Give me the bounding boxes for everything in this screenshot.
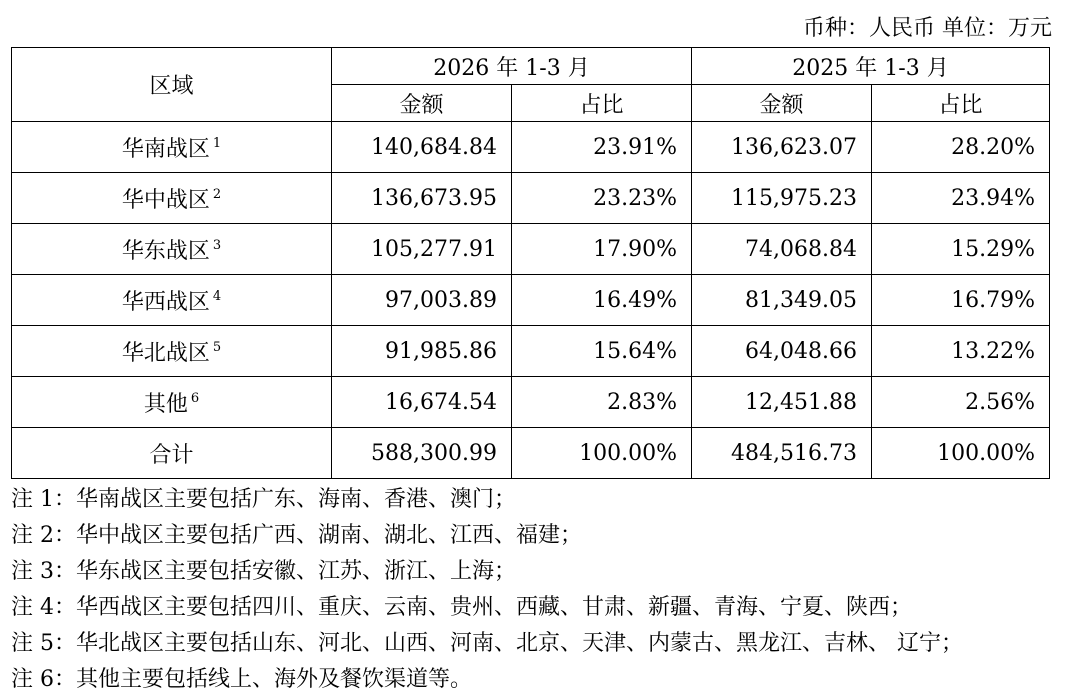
total-label: 合计 — [12, 428, 332, 479]
regional-revenue-table — [11, 47, 1050, 479]
amount-2025-cell: 81,349.05 — [692, 275, 872, 326]
amount-2025-cell: 12,451.88 — [692, 377, 872, 428]
region-name: 华北战区 — [121, 340, 210, 366]
ratio-2026-cell: 2.83% — [512, 377, 692, 428]
region-header: 区域 — [12, 48, 332, 122]
table-row — [12, 224, 1050, 275]
region-cell — [12, 377, 332, 428]
ratio-2025-cell: 23.94% — [872, 173, 1050, 224]
region-cell — [12, 122, 332, 173]
footnotes — [11, 483, 1071, 699]
ratio-2026-cell: 16.49% — [512, 275, 692, 326]
footnote: 注 6：其他主要包括线上、海外及餐饮渠道等。 — [11, 667, 472, 692]
amount-2025-cell: 64,048.66 — [692, 326, 872, 377]
footnote: 注 2：华中战区主要包括广西、湖南、湖北、江西、福建； — [11, 523, 582, 548]
note-marker: 2 — [212, 186, 222, 202]
amount-2026-cell: 91,985.86 — [332, 326, 512, 377]
footnote: 注 1：华南战区主要包括广东、海南、香港、澳门； — [11, 487, 516, 512]
region-cell — [12, 224, 332, 275]
footnote: 注 4：华西战区主要包括四川、重庆、云南、贵州、西藏、甘肃、新疆、青海、宁夏、陕西； — [11, 595, 912, 620]
currency-unit-label: 币种：人民币 单位：万元 — [803, 16, 1052, 41]
note-marker: 3 — [212, 237, 222, 253]
ratio-2025-header: 占比 — [872, 85, 1050, 122]
amount-2026-cell: 136,673.95 — [332, 173, 512, 224]
ratio-2025-cell: 2.56% — [872, 377, 1050, 428]
ratio-2025-cell: 16.79% — [872, 275, 1050, 326]
region-name: 华南战区 — [121, 136, 210, 162]
region-cell — [12, 326, 332, 377]
note-marker: 1 — [212, 135, 222, 151]
ratio-2026-cell: 23.91% — [512, 122, 692, 173]
amount-2026-cell: 105,277.91 — [332, 224, 512, 275]
note-marker: 4 — [212, 288, 222, 304]
total-ratio-2026: 100.00% — [512, 428, 692, 479]
ratio-2025-cell: 13.22% — [872, 326, 1050, 377]
region-cell — [12, 173, 332, 224]
period-2025-header: 2025 年 1-3 月 — [692, 48, 1050, 85]
region-name: 其他 — [143, 391, 188, 417]
total-amount-2025: 484,516.73 — [692, 428, 872, 479]
ratio-2026-header: 占比 — [512, 85, 692, 122]
table-row — [12, 326, 1050, 377]
table-row — [12, 275, 1050, 326]
total-ratio-2025: 100.00% — [872, 428, 1050, 479]
total-row — [12, 428, 1050, 479]
ratio-2025-cell: 15.29% — [872, 224, 1050, 275]
amount-2026-cell: 16,674.54 — [332, 377, 512, 428]
footnote: 注 5：华北战区主要包括山东、河北、山西、河南、北京、天津、内蒙古、黑龙江、吉林、 辽宁； — [11, 631, 963, 656]
period-2026-header: 2026 年 1-3 月 — [332, 48, 692, 85]
ratio-2025-cell: 28.20% — [872, 122, 1050, 173]
amount-2026-cell: 140,684.84 — [332, 122, 512, 173]
amount-2026-header: 金额 — [332, 85, 512, 122]
region-cell — [12, 275, 332, 326]
ratio-2026-cell: 15.64% — [512, 326, 692, 377]
region-name: 华西战区 — [121, 289, 210, 315]
table-row — [12, 173, 1050, 224]
table-row — [12, 122, 1050, 173]
amount-2026-cell: 97,003.89 — [332, 275, 512, 326]
table-row — [12, 377, 1050, 428]
ratio-2026-cell: 23.23% — [512, 173, 692, 224]
amount-2025-cell: 74,068.84 — [692, 224, 872, 275]
region-name: 华中战区 — [121, 187, 210, 213]
footnote: 注 3：华东战区主要包括安徽、江苏、浙江、上海； — [11, 559, 516, 584]
amount-2025-cell: 115,975.23 — [692, 173, 872, 224]
total-amount-2026: 588,300.99 — [332, 428, 512, 479]
amount-2025-header: 金额 — [692, 85, 872, 122]
amount-2025-cell: 136,623.07 — [692, 122, 872, 173]
ratio-2026-cell: 17.90% — [512, 224, 692, 275]
note-marker: 5 — [212, 339, 222, 355]
header-row-periods — [12, 48, 1050, 85]
region-name: 华东战区 — [121, 238, 210, 264]
note-marker: 6 — [190, 390, 200, 406]
